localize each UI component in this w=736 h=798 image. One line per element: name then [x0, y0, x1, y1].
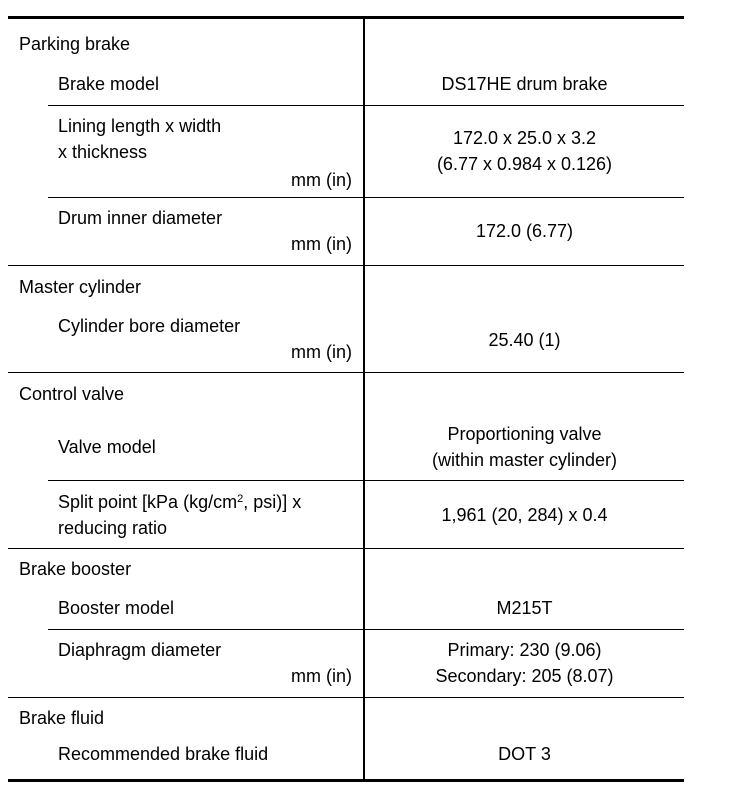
category-label: Control valve — [19, 384, 125, 404]
category-label: Brake booster — [19, 559, 132, 579]
spec-unit: mm (in) — [291, 666, 352, 686]
row-cylinder-bore-diameter — [8, 303, 684, 372]
spec-label: Recommended brake fluid — [58, 744, 269, 764]
spec-label: Valve model — [58, 437, 156, 457]
category-label: Master cylinder — [19, 277, 142, 297]
spec-value: 1,961 (20, 284) x 0.4 — [441, 505, 608, 525]
spec-value: Proportioning valve (within master cylinder) — [431, 424, 618, 470]
row-lining-dimensions — [8, 105, 684, 197]
row-brake-model — [8, 59, 684, 105]
spec-value: DOT 3 — [498, 744, 551, 764]
row-recommended-brake-fluid — [8, 735, 684, 779]
spec-value: Primary: 230 (9.06) Secondary: 205 (8.07) — [435, 640, 614, 686]
spec-value: 172.0 (6.77) — [475, 221, 574, 241]
section-master-cylinder — [8, 265, 684, 304]
row-valve-model — [8, 414, 684, 480]
row-split-point — [8, 480, 684, 548]
spec-label: Lining length x width x thickness — [58, 116, 222, 162]
spec-unit: mm (in) — [291, 342, 352, 362]
spec-value: DS17HE drum brake — [441, 74, 608, 94]
spec-label: Booster model — [58, 598, 175, 618]
row-diaphragm-diameter — [8, 629, 684, 697]
category-label: Parking brake — [19, 34, 131, 54]
spec-value: M215T — [496, 598, 553, 618]
row-drum-inner-diameter — [8, 197, 684, 265]
spec-value: 172.0 x 25.0 x 3.2 (6.77 x 0.984 x 0.126) — [436, 128, 613, 174]
spec-unit: mm (in) — [291, 234, 352, 254]
section-brake-booster — [8, 548, 684, 589]
section-brake-fluid — [8, 697, 684, 736]
spec-label: Brake model — [58, 74, 160, 94]
row-booster-model — [8, 588, 684, 629]
spec-unit: mm (in) — [291, 170, 352, 190]
section-parking-brake — [8, 19, 684, 59]
spec-label: Split point [kPa ($kg/cm^2$, psi)] x reducing ratio — [58, 492, 302, 538]
category-label: Brake fluid — [19, 708, 105, 728]
spec-label: Drum inner diameter — [58, 208, 223, 228]
spec-label: Cylinder bore diameter — [58, 316, 241, 336]
spec-value: 25.40 (1) — [488, 330, 561, 350]
table-bottom-rule — [8, 779, 684, 782]
brake-specifications-table — [8, 16, 684, 782]
spec-label: Diaphragm diameter — [58, 640, 222, 660]
section-control-valve — [8, 372, 684, 415]
